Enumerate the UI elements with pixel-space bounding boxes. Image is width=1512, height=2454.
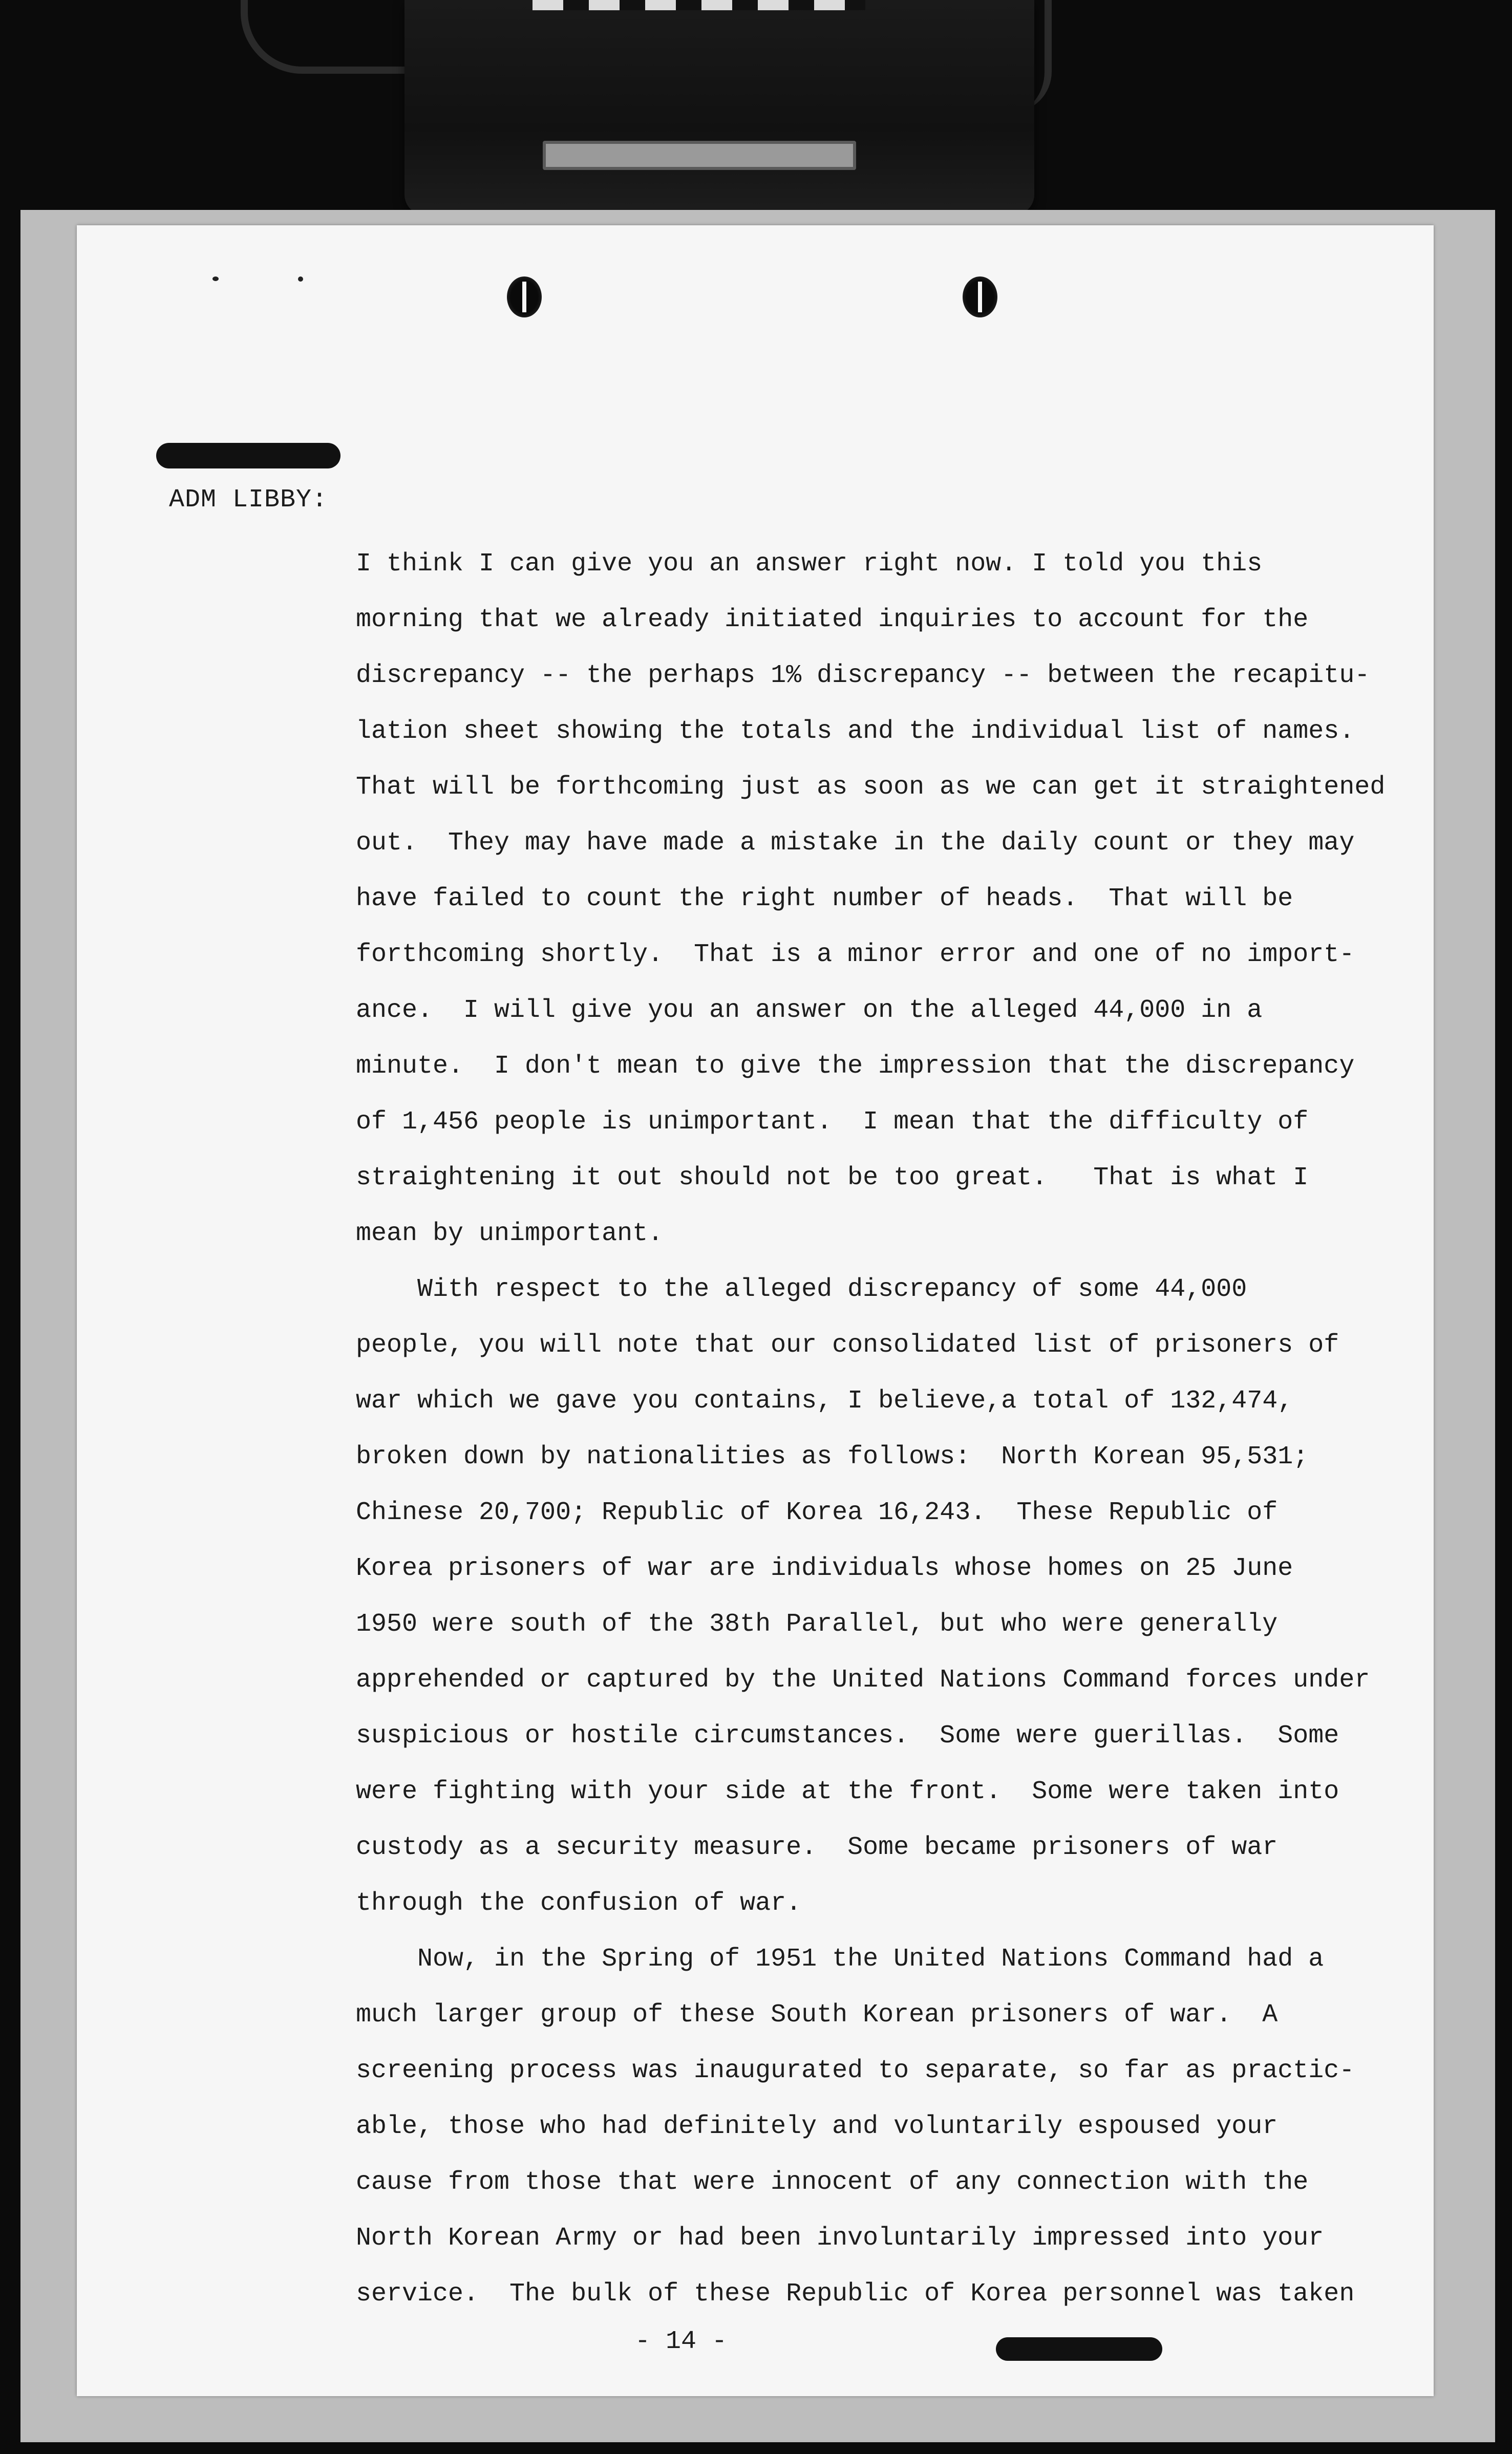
redacted-classification-bottom <box>996 2337 1162 2361</box>
redacted-classification-top <box>156 443 340 468</box>
text-line: out. They may have made a mistake in the daily count or they may <box>356 828 1355 858</box>
body-text <box>356 480 1386 2322</box>
text-line: That will be forthcoming just as soon as we can get it straightened <box>356 773 1386 802</box>
clip-cord-left <box>241 0 432 74</box>
paragraph <box>356 1262 1380 1931</box>
text-line: morning that we already initiated inquiries to account for the <box>356 605 1309 634</box>
text-line: screening process was inaugurated to separate, so far as practic- <box>356 2056 1355 2085</box>
text-line: through the confusion of war. <box>356 1889 802 1918</box>
text-line: broken down by nationalities as follows: North Korean 95,531; <box>356 1442 1309 1471</box>
text-line: cause from those that were innocent of any connection with the <box>356 2168 1309 2197</box>
punch-hole-right <box>963 276 997 317</box>
ink-speck <box>212 276 219 281</box>
text-line: Now, in the Spring of 1951 the United Nations Command had a <box>356 1945 1324 1974</box>
text-line: lation sheet showing the totals and the individual list of names. <box>356 717 1355 746</box>
text-line: war which we gave you contains, I believe,a total of 132,474, <box>356 1386 1293 1416</box>
text-line: North Korean Army or had been involuntarily impressed into your <box>356 2224 1324 2253</box>
speaker-label: ADM LIBBY: <box>169 485 328 515</box>
text-line: With respect to the alleged discrepancy of some 44,000 <box>356 1275 1247 1304</box>
text-line: mean by unimportant. <box>356 1219 664 1248</box>
clip-label-plate <box>543 141 856 170</box>
text-line: apprehended or captured by the United Nations Command forces under <box>356 1666 1370 1695</box>
text-line: custody as a security measure. Some became prisoners of war <box>356 1833 1278 1862</box>
text-line: much larger group of these South Korean prisoners of war. A <box>356 2000 1278 2030</box>
text-line: people, you will note that our consolidated list of prisoners of <box>356 1331 1339 1360</box>
page-number: - 14 - <box>635 2327 728 2356</box>
text-line: have failed to count the right number of heads. That will be <box>356 884 1293 913</box>
text-line: Chinese 20,700; Republic of Korea 16,243. These Republic of <box>356 1498 1278 1527</box>
text-line: discrepancy -- the perhaps 1% discrepancy -- between the recapitu- <box>356 661 1370 690</box>
text-line: able, those who had definitely and voluntarily espoused your <box>356 2112 1278 2141</box>
text-line: I think I can give you an answer right now. I told you this <box>356 549 1263 579</box>
document-page <box>77 225 1434 2396</box>
text-line: forthcoming shortly. That is a minor error and one of no import- <box>356 940 1355 969</box>
clip-top-marks <box>533 0 865 10</box>
text-line: straightening it out should not be too great. That is what I <box>356 1163 1309 1192</box>
text-line: minute. I don't mean to give the impression that the discrepancy <box>356 1052 1355 1081</box>
paragraph <box>356 1931 1380 2322</box>
text-line: Korea prisoners of war are individuals whose homes on 25 June <box>356 1554 1293 1583</box>
text-line: ance. I will give you an answer on the alleged 44,000 in a <box>356 996 1263 1025</box>
punch-hole-left <box>507 276 542 317</box>
text-line: suspicious or hostile circumstances. Some were guerillas. Some <box>356 1721 1339 1751</box>
text-line: service. The bulk of these Republic of Korea personnel was taken <box>356 2279 1355 2309</box>
ink-speck <box>298 276 303 282</box>
text-line: were fighting with your side at the front. Some were taken into <box>356 1777 1339 1806</box>
paragraph <box>356 480 1386 1262</box>
text-line: 1950 were south of the 38th Parallel, but who were generally <box>356 1610 1278 1639</box>
text-line: of 1,456 people is unimportant. I mean that the difficulty of <box>356 1107 1309 1137</box>
scanner-clip <box>404 0 1034 215</box>
